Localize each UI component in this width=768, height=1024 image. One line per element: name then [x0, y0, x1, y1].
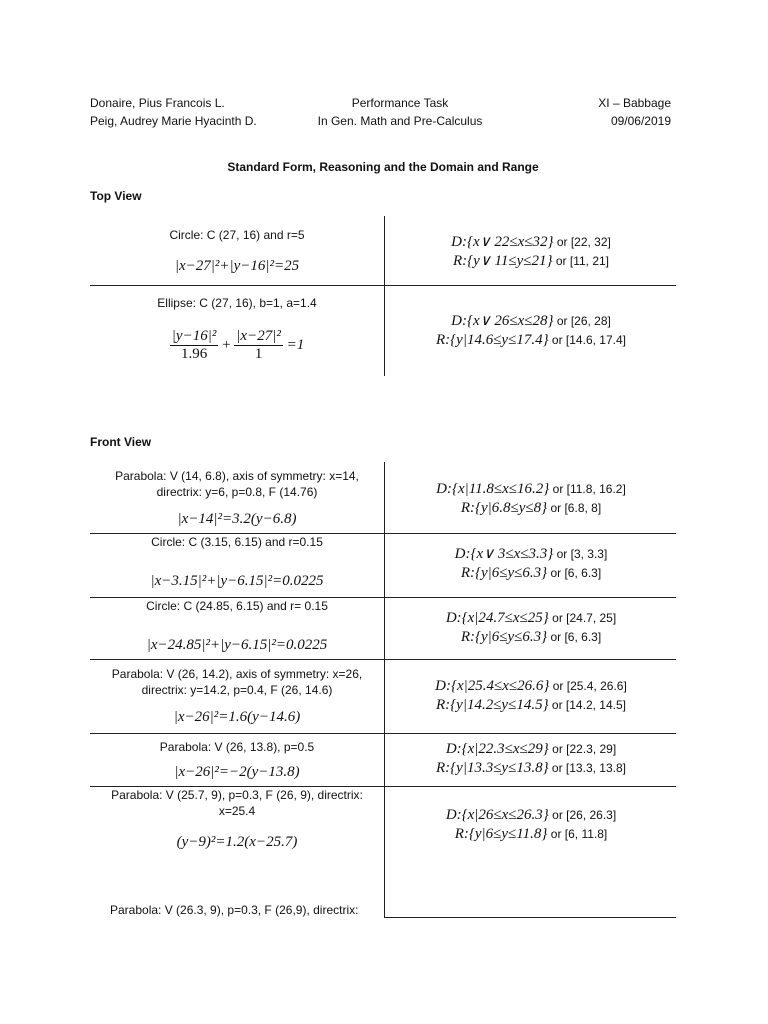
task-line-2: In Gen. Math and Pre-Calculus	[317, 114, 483, 128]
domain-interval: or [22.3, 29]	[552, 742, 617, 756]
front-parabola-4-label: Parabola: V (25.7, 9), p=0.3, F (26, 9), directrix: x=25.4	[111, 788, 363, 818]
domain-expression: D:{x|22.3≤x≤29}	[445, 741, 549, 757]
range-expression: R:{y|6≤y≤6.3}	[460, 565, 548, 581]
ellipse-fraction-2: $\frac{\text{|x−27|²}}{1}$	[236, 328, 281, 362]
front-parabola-2-domain-range	[386, 677, 676, 715]
front-circle-2-equation: |x−24.85|²+|y−6.15|²=0.0225	[146, 637, 328, 653]
front-parabola-2-equation: |x−26|²=1.6(y−14.6)	[173, 709, 301, 725]
page-title: Standard Form, Reasoning and the Domain and Range	[227, 160, 539, 174]
front-row-separator	[90, 659, 676, 660]
top-ellipse-label: Ellipse: C (27, 16), b=1, a=1.4	[157, 296, 317, 310]
domain-expression: D:{x∨ 26≤x≤28}	[451, 313, 554, 329]
domain-interval: or [3, 3.3]	[556, 547, 608, 561]
front-parabola-1-equation: |x−14|²=3.2(y−6.8)	[177, 511, 297, 527]
front-parabola-3-domain-range	[386, 740, 676, 778]
front-parabola-2-label: Parabola: V (26, 14.2), axis of symmetry: x=26, directrix: y=14.2, p=0.4, F (26, 14.6)	[111, 667, 363, 697]
range-expression: R:{y|14.2≤y≤14.5}	[436, 697, 549, 713]
range-expression: R:{y|6≤y≤11.8}	[454, 826, 548, 842]
front-row-separator	[90, 733, 676, 734]
front-parabola-1-label: Parabola: V (14, 6.8), axis of symmetry: x=14, directrix: y=6, p=0.8, F (14.76)	[115, 469, 359, 499]
section-label: XI – Babbage	[598, 96, 671, 110]
range-interval: or [6.8, 8]	[550, 501, 602, 515]
front-row-separator	[384, 917, 676, 918]
class-info	[598, 94, 671, 130]
domain-interval: or [26, 28]	[556, 314, 611, 328]
front-parabola-3-label: Parabola: V (26, 13.8), p=0.5	[159, 740, 315, 754]
front-circle-1-label: Circle: C (3.15, 6.15) and r=0.15	[151, 535, 323, 549]
ellipse-fraction-1: $\frac{\text{|y−16|²}}{1.96}$	[171, 328, 217, 362]
domain-expression: D:{x∨ 22≤x≤32}	[451, 234, 554, 250]
range-interval: or [11, 21]	[555, 254, 610, 268]
range-expression: R:{y|6.8≤y≤8}	[460, 500, 548, 516]
range-expression: R:{y|6≤y≤6.3}	[460, 629, 548, 645]
top-view-heading: Top View	[90, 189, 142, 203]
student-names	[90, 94, 257, 130]
task-line-1: Performance Task	[351, 96, 449, 110]
top-view-row-separator	[90, 285, 676, 286]
top-circle-domain-range	[386, 233, 676, 271]
range-expression: R:{y|13.3≤y≤13.8}	[436, 760, 549, 776]
domain-expression: D:{x|11.8≤x≤16.2}	[436, 481, 550, 497]
range-expression: R:{y|14.6≤y≤17.4}	[436, 332, 549, 348]
range-interval: or [6, 6.3]	[550, 630, 602, 644]
student-name-1: Donaire, Pius Francois L.	[90, 96, 225, 110]
front-circle-2-domain-range	[386, 609, 676, 647]
front-view-heading: Front View	[90, 435, 152, 449]
front-parabola-1-domain-range	[386, 480, 676, 518]
front-parabola-4-domain-range	[386, 806, 676, 844]
front-parabola-3-equation: |x−26|²=−2(y−13.8)	[174, 764, 300, 780]
range-expression: R:{y∨ 11≤y≤21}	[452, 253, 553, 269]
domain-expression: D:{x|26≤x≤26.3}	[445, 807, 549, 823]
domain-interval: or [11.8, 16.2]	[552, 482, 626, 496]
domain-interval: or [26, 26.3]	[552, 808, 617, 822]
student-name-2: Peig, Audrey Marie Hyacinth D.	[90, 114, 257, 128]
front-circle-1-equation: |x−3.15|²+|y−6.15|²=0.0225	[150, 573, 324, 589]
range-interval: or [13.3, 13.8]	[551, 761, 626, 775]
range-interval: or [14.2, 14.5]	[551, 698, 626, 712]
domain-expression: D:{x|25.4≤x≤26.6}	[435, 678, 550, 694]
domain-expression: D:{x∨ 3≤x≤3.3}	[454, 546, 554, 562]
top-circle-equation: |x−27|²+|y−16|²=25	[174, 258, 300, 274]
top-ellipse-domain-range	[386, 312, 676, 350]
top-ellipse-equation: $\frac{\text{|y−16|²}}{1.96}$ + $\frac{\text{|x−27|²}}{1}$ =1	[171, 328, 305, 362]
range-interval: or [6, 11.8]	[550, 827, 608, 841]
front-circle-2-label: Circle: C (24.85, 6.15) and r= 0.15	[146, 599, 328, 613]
front-parabola-4-equation: (y−9)²=1.2(x−25.7)	[176, 834, 298, 850]
front-view-divider	[384, 462, 385, 918]
range-interval: or [6, 6.3]	[550, 566, 602, 580]
domain-interval: or [22, 32]	[556, 235, 611, 249]
domain-expression: D:{x|24.7≤x≤25}	[445, 610, 549, 626]
range-interval: or [14.6, 17.4]	[551, 333, 626, 347]
domain-interval: or [24.7, 25]	[552, 611, 617, 625]
front-parabola-5-label: Parabola: V (26.3, 9), p=0.3, F (26,9), directrix:	[110, 903, 359, 917]
date-label: 09/06/2019	[610, 114, 671, 128]
top-view-divider	[384, 216, 385, 376]
top-circle-label: Circle: C (27, 16) and r=5	[169, 228, 305, 242]
task-title	[300, 94, 500, 130]
domain-interval: or [25.4, 26.6]	[552, 679, 627, 693]
front-circle-1-domain-range	[386, 545, 676, 583]
